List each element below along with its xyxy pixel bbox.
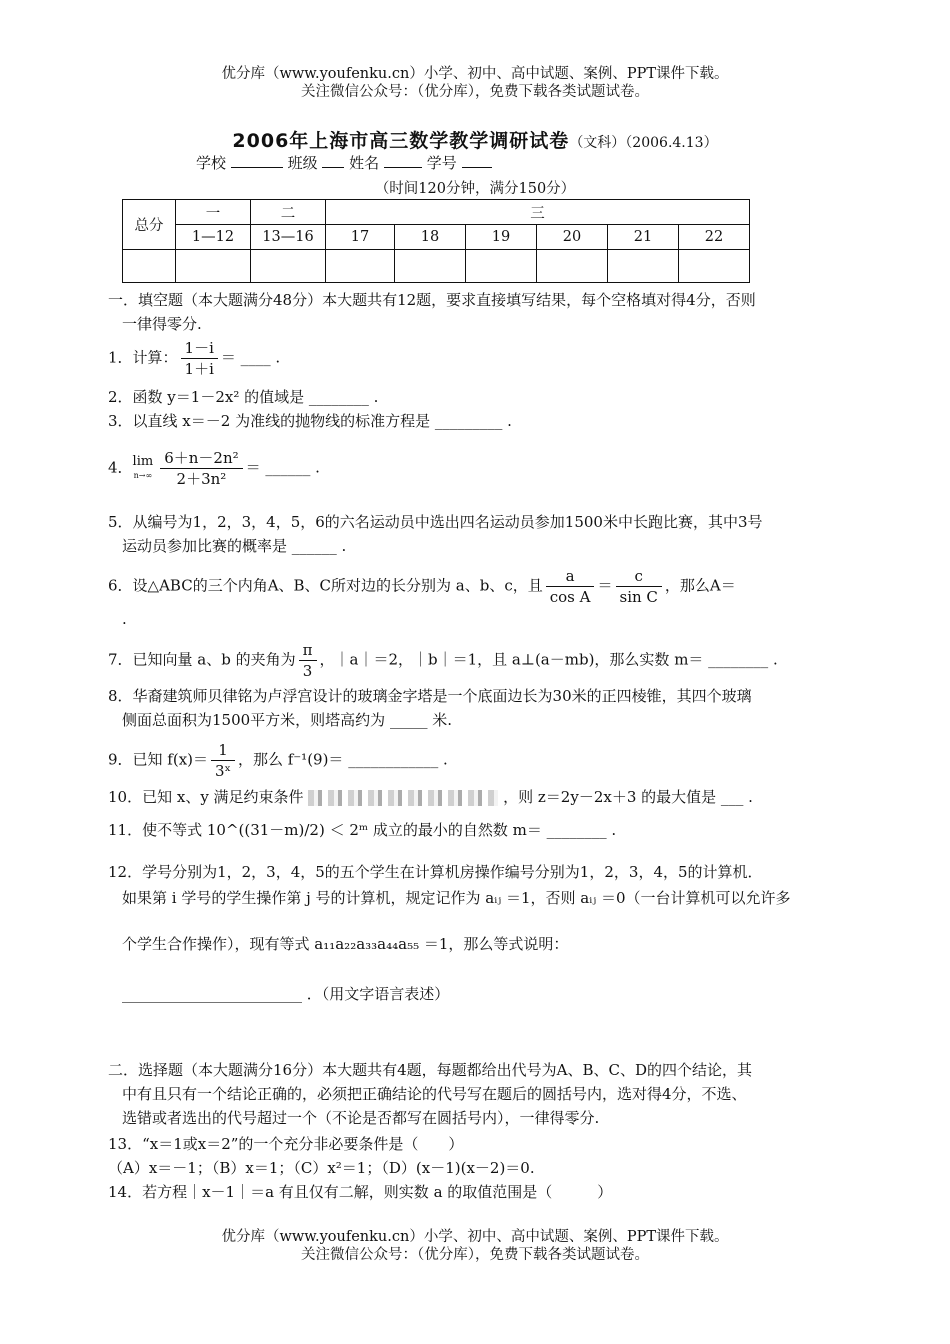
q4-fraction [160,448,242,489]
q12-line-2: 如果第 i 学号的学生操作第 j 号的计算机，规定记作为 aᵢⱼ ＝1，否则 aᵢⱼ ＝0（一台计算机可以允许多 [122,889,791,907]
time-note: （时间120分钟，满分150分） [374,181,576,197]
q10-prefix: 10．已知 x、y 满足约束条件 [108,788,304,806]
q4-numerator: 6＋n－2n² [160,448,242,469]
section-1-line-1: 一．填空题（本大题满分48分）本大题共有12题，要求直接填写结果，每个空格填对得4分，否则 [108,291,756,309]
q7-prefix: 7．已知向量 a、b 的夹角为 [108,650,296,669]
q9-numerator: 1 [211,740,235,761]
q13-options: （A）x＝－1；（B）x＝1；（C）x²＝1；（D）(x－1)(x－2)＝0. [108,1159,535,1177]
score-cell-4[interactable] [395,250,466,283]
section-2-line-2: 中有且只有一个结论正确的，必须把正确结论的代号写在题后的圆括号内，选对得4分，不选、 [122,1085,747,1103]
section-2-line-1: 二．选择题（本大题满分16分）本大题共有4题，每题都给出代号为A、B、C、D的四个结论，其 [108,1061,752,1079]
q6-numerator-1: a [546,566,595,587]
section-1-heading [108,288,843,336]
q10-suffix: ，则 z＝2y－2x＋3 的最大值是 ___ . [503,788,753,806]
exam-title [0,126,950,153]
header-line-2: 关注微信公众号：（优分库），免费下载各类试题试卷。 [301,84,649,100]
constraint-image [308,790,498,806]
question-2: 2．函数 y＝1－2x² 的值域是 ________ . [108,388,379,406]
q6-equals: ＝ [597,576,613,595]
q9-prefix: 9．已知 f(x)＝ [108,750,209,769]
q4-lim-sub: n→∞ [133,470,153,480]
score-cell-2[interactable] [251,250,326,283]
range-6: 20 [537,225,608,250]
q8-line-2: 侧面总面积为1500平方米，则塔高约为 _____ 米. [122,711,452,729]
q1-prefix: 1．计算： [108,348,178,367]
title-sub: （文科）（2006.4.13） [569,135,718,151]
school-label: 学校 [196,154,227,172]
group-header-2: 二 [251,200,326,225]
range-5: 19 [466,225,537,250]
footer-line-2: 关注微信公众号：（优分库），免费下载各类试题试卷。 [301,1247,649,1263]
question-3: 3．以直线 x＝－2 为准线的抛物线的标准方程是 _________ . [108,412,512,430]
range-1: 1—12 [176,225,251,250]
q5-line-2: 运动员参加比赛的概率是 ______ . [122,537,347,555]
q6-suffix: ，那么A＝ [664,576,736,595]
score-cell-1[interactable] [176,250,251,283]
question-1 [108,338,843,379]
number-label: 学号 [426,154,457,172]
title-main: 2006年上海市高三数学教学调研试卷 [232,130,570,152]
q1-denominator: 1＋i [184,360,214,378]
q9-suffix: ，那么 f⁻¹(9)＝ ____________ . [237,750,448,769]
total-header: 总分 [123,200,176,250]
q6-fraction-1 [546,566,595,607]
q9-denominator: 3ˣ [215,762,231,780]
footer-line-1: 优分库（www.youfenku.cn）小学、初中、高中试题、案例、PPT课件下载。 [221,1229,729,1245]
range-3: 17 [326,225,395,250]
question-10 [108,785,843,809]
q6-line-2: . [122,610,127,628]
question-11: 11．使不等式 10^((31－m)/2) ＜ 2ᵐ 成立的最小的自然数 m＝ ________ . [108,821,617,839]
q6-fraction-2 [616,566,662,607]
section-2-heading [108,1058,843,1130]
question-5 [108,510,843,558]
name-field[interactable] [384,153,422,168]
group-header-1: 一 [176,200,251,225]
number-field[interactable] [462,153,492,168]
score-cell-total[interactable] [123,250,176,283]
q4-denominator: 2＋3n² [176,470,227,488]
question-6 [108,566,843,631]
student-info [196,152,492,173]
q7-suffix: ，｜a｜＝2，｜b｜＝1，且 a⊥(a－mb)，那么实数 m＝ ________ . [319,650,778,669]
score-cell-6[interactable] [537,250,608,283]
question-8 [108,684,843,732]
range-8: 22 [679,225,750,250]
q12-line-1: 12．学号分别为1，2，3，4，5的五个学生在计算机房操作编号分别为1，2，3，4，5的计算机． [108,863,763,881]
range-2: 13—16 [251,225,326,250]
q1-suffix: ＝ ____ . [220,348,281,367]
q6-denominator-2: sin C [619,588,658,606]
question-7 [108,640,843,681]
q7-fraction [299,640,317,681]
school-field[interactable] [231,153,283,168]
q7-numerator: π [299,640,317,661]
q1-fraction [181,338,218,379]
name-label: 姓名 [349,154,380,172]
group-header-3: 三 [326,200,750,225]
q6-numerator-2: c [616,566,662,587]
q12-line-4: ________________________ ．（用文字语言表述） [122,985,450,1003]
q12-line-3: 个学生合作操作），现有等式 a₁₁a₂₂a₃₃a₄₄a₅₅ ＝1，那么等式说明： [122,935,569,953]
header-line-1: 优分库（www.youfenku.cn）小学、初中、高中试题、案例、PPT课件下载。 [221,66,729,82]
q4-suffix: ＝ ______ . [245,458,320,477]
class-label: 班级 [287,154,318,172]
q13-stem: 13．“x＝1或x＝2”的一个充分非必要条件是（ ） [108,1135,464,1153]
score-cell-3[interactable] [326,250,395,283]
q4-lim-label: lim [132,453,154,469]
question-9 [108,740,843,781]
q5-line-1: 5．从编号为1，2，3，4，5，6的六名运动员中选出四名运动员参加1500米中长跑比赛，其中3号 [108,513,763,531]
q9-fraction [211,740,235,781]
q7-denominator: 3 [302,662,313,680]
score-cell-5[interactable] [466,250,537,283]
question-4 [108,448,843,489]
q8-line-1: 8．华裔建筑师贝律铭为卢浮宫设计的玻璃金字塔是一个底面边长为30米的正四棱锥，其四个玻璃 [108,687,752,705]
section-1-line-2: 一律得零分. [122,315,202,333]
range-4: 18 [395,225,466,250]
q4-prefix: 4． [108,458,133,477]
question-12 [108,860,843,1006]
q1-numerator: 1－i [181,338,218,359]
q6-denominator-1: cos A [549,588,591,606]
score-table [122,199,750,283]
score-cell-8[interactable] [679,250,750,283]
q4-limit [133,455,154,483]
q6-prefix: 6．设△ABC的三个内角A、B、C所对边的长分别为 a、b、c，且 [108,576,543,595]
class-field[interactable] [322,153,344,168]
question-13 [108,1132,843,1180]
question-14: 14．若方程｜x－1｜＝a 有且仅有二解，则实数 a 的取值范围是（ ） [108,1183,613,1201]
score-cell-7[interactable] [608,250,679,283]
range-7: 21 [608,225,679,250]
section-2-line-3: 选错或者选出的代号超过一个（不论是否都写在圆括号内），一律得零分. [122,1109,600,1127]
